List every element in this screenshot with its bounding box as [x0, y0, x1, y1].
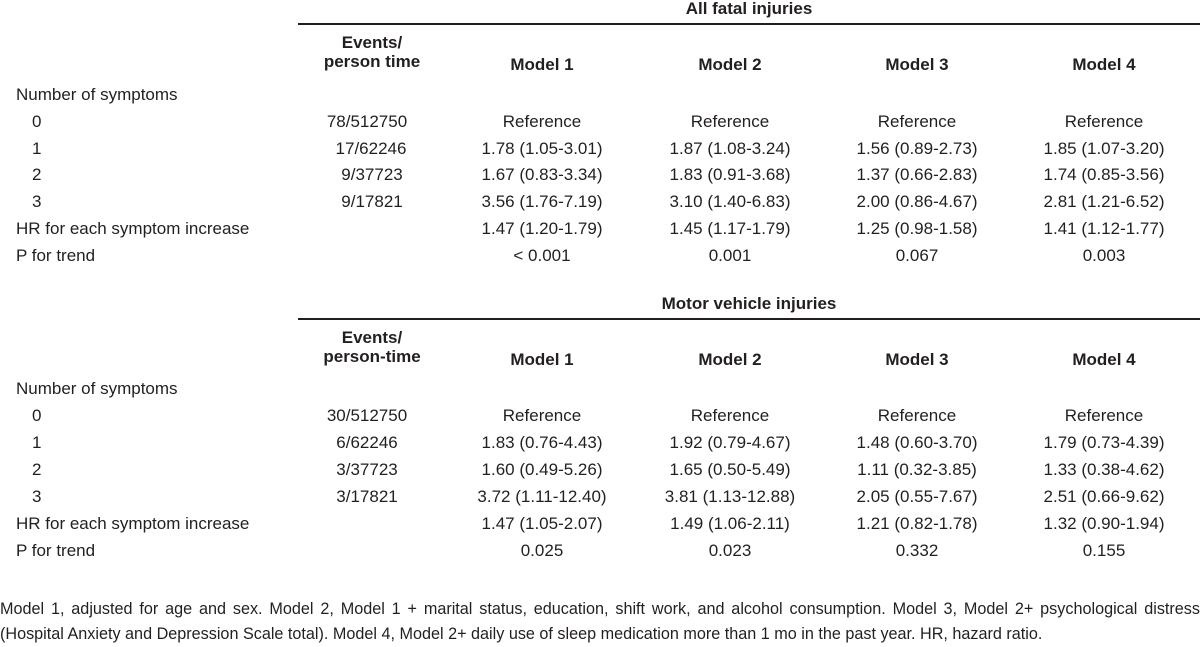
model-1-cell: 3.56 (1.76-7.19)	[481, 192, 603, 211]
model-1-cell: 1.60 (0.49-5.26)	[481, 460, 603, 479]
model-3-cell: 1.56 (0.89-2.73)	[856, 139, 978, 158]
model-4-header: Model 4	[1072, 350, 1136, 369]
model-1-cell: 1.83 (0.76-4.43)	[481, 433, 603, 452]
model-1-header: Model 1	[510, 55, 574, 74]
model-2-cell: 3.81 (1.13-12.88)	[664, 487, 796, 506]
model-3-cell: 2.05 (0.55-7.67)	[856, 487, 978, 506]
model-1-cell: 1.78 (1.05-3.01)	[481, 139, 603, 158]
table-footnote: Model 1, adjusted for age and sex. Model 2, Model 1 + marital status, education, shift work, and alcohol consumption. Model 3, Model 2+ psychological distress (Hospital Anxiety and Depression Scale total). Model 4, Model 2+ daily use of sleep medication more than 1 mo in the past year. HR, hazard ratio.	[0, 600, 1200, 643]
model-4-cell: 1.79 (0.73-4.39)	[1043, 433, 1165, 452]
model-4-cell: 1.33 (0.38-4.62)	[1043, 460, 1165, 479]
model-1-cell: Reference	[502, 112, 582, 131]
model-3-cell: 1.25 (0.98-1.58)	[856, 219, 978, 238]
model-3-cell: 2.00 (0.86-4.67)	[856, 192, 978, 211]
model-2-header: Model 2	[698, 55, 762, 74]
model-4-cell: 1.41 (1.12-1.77)	[1043, 219, 1165, 238]
model-4-cell: 2.81 (1.21-6.52)	[1043, 192, 1165, 211]
events-cell: 9/37723	[341, 165, 403, 184]
model-4-cell: Reference	[1064, 112, 1144, 131]
model-2-cell: 1.49 (1.06-2.11)	[670, 514, 790, 533]
model-1-header: Model 1	[510, 350, 574, 369]
events-cell: 17/62246	[335, 139, 407, 158]
model-3-cell: 1.48 (0.60-3.70)	[856, 433, 978, 452]
row-group-label: Number of symptoms	[16, 379, 178, 398]
model-2-cell: Reference	[690, 406, 770, 425]
events-cell: 6/62246	[336, 433, 398, 452]
model-2-header: Model 2	[698, 350, 762, 369]
model-2-cell: 1.92 (0.79-4.67)	[669, 433, 791, 452]
model-4-cell: 0.003	[1082, 246, 1126, 265]
events-header: Events/ person time	[323, 33, 421, 71]
events-cell: 9/17821	[341, 192, 403, 211]
model-2-cell: Reference	[690, 112, 770, 131]
section-rule	[298, 318, 1200, 320]
model-1-cell: 0.025	[520, 541, 564, 560]
row-label: HR for each symptom increase	[16, 219, 250, 238]
model-4-cell: 0.155	[1082, 541, 1126, 560]
model-2-cell: 1.65 (0.50-5.49)	[669, 460, 791, 479]
model-2-cell: 3.10 (1.40-6.83)	[669, 192, 791, 211]
model-4-cell: Reference	[1064, 406, 1144, 425]
model-3-cell: Reference	[877, 112, 957, 131]
row-label: 0	[32, 112, 42, 131]
model-4-header: Model 4	[1072, 55, 1136, 74]
row-label: 1	[32, 433, 42, 452]
row-label: P for trend	[16, 246, 96, 265]
model-3-cell: 0.332	[895, 541, 939, 560]
model-4-cell: 2.51 (0.66-9.62)	[1043, 487, 1165, 506]
row-label: 2	[32, 165, 42, 184]
model-2-cell: 0.023	[708, 541, 752, 560]
model-3-cell: Reference	[877, 406, 957, 425]
model-1-cell: 1.47 (1.20-1.79)	[481, 219, 603, 238]
model-3-cell: 0.067	[895, 246, 939, 265]
model-4-cell: 1.32 (0.90-1.94)	[1043, 514, 1165, 533]
model-3-header: Model 3	[885, 350, 949, 369]
model-3-cell: 1.11 (0.32-3.85)	[857, 460, 977, 479]
model-2-cell: 1.83 (0.91-3.68)	[669, 165, 791, 184]
model-3-cell: 1.21 (0.82-1.78)	[856, 514, 978, 533]
model-1-cell: Reference	[502, 406, 582, 425]
row-label: 3	[32, 487, 42, 506]
row-label: HR for each symptom increase	[16, 514, 250, 533]
model-1-cell: 3.72 (1.11-12.40)	[477, 487, 607, 506]
model-3-header: Model 3	[885, 55, 949, 74]
row-label: 1	[32, 139, 42, 158]
section-title: All fatal injuries	[685, 0, 813, 18]
row-label: 0	[32, 406, 42, 425]
events-cell: 3/37723	[336, 460, 398, 479]
row-label: 2	[32, 460, 42, 479]
section-rule	[298, 23, 1200, 25]
row-label: P for trend	[16, 541, 96, 560]
model-4-cell: 1.74 (0.85-3.56)	[1043, 165, 1165, 184]
events-cell: 3/17821	[336, 487, 398, 506]
model-2-cell: 0.001	[708, 246, 752, 265]
events-cell: 78/512750	[326, 112, 408, 131]
model-3-cell: 1.37 (0.66-2.83)	[856, 165, 978, 184]
model-1-cell: 1.67 (0.83-3.34)	[481, 165, 603, 184]
events-cell: 30/512750	[326, 406, 408, 425]
section-title: Motor vehicle injuries	[661, 294, 837, 313]
row-label: 3	[32, 192, 42, 211]
model-2-cell: 1.87 (1.08-3.24)	[669, 139, 791, 158]
model-1-cell: < 0.001	[513, 246, 571, 265]
model-4-cell: 1.85 (1.07-3.20)	[1043, 139, 1165, 158]
row-group-label: Number of symptoms	[16, 85, 178, 104]
events-header: Events/ person-time	[323, 328, 421, 366]
model-2-cell: 1.45 (1.17-1.79)	[669, 219, 791, 238]
model-1-cell: 1.47 (1.05-2.07)	[481, 514, 603, 533]
